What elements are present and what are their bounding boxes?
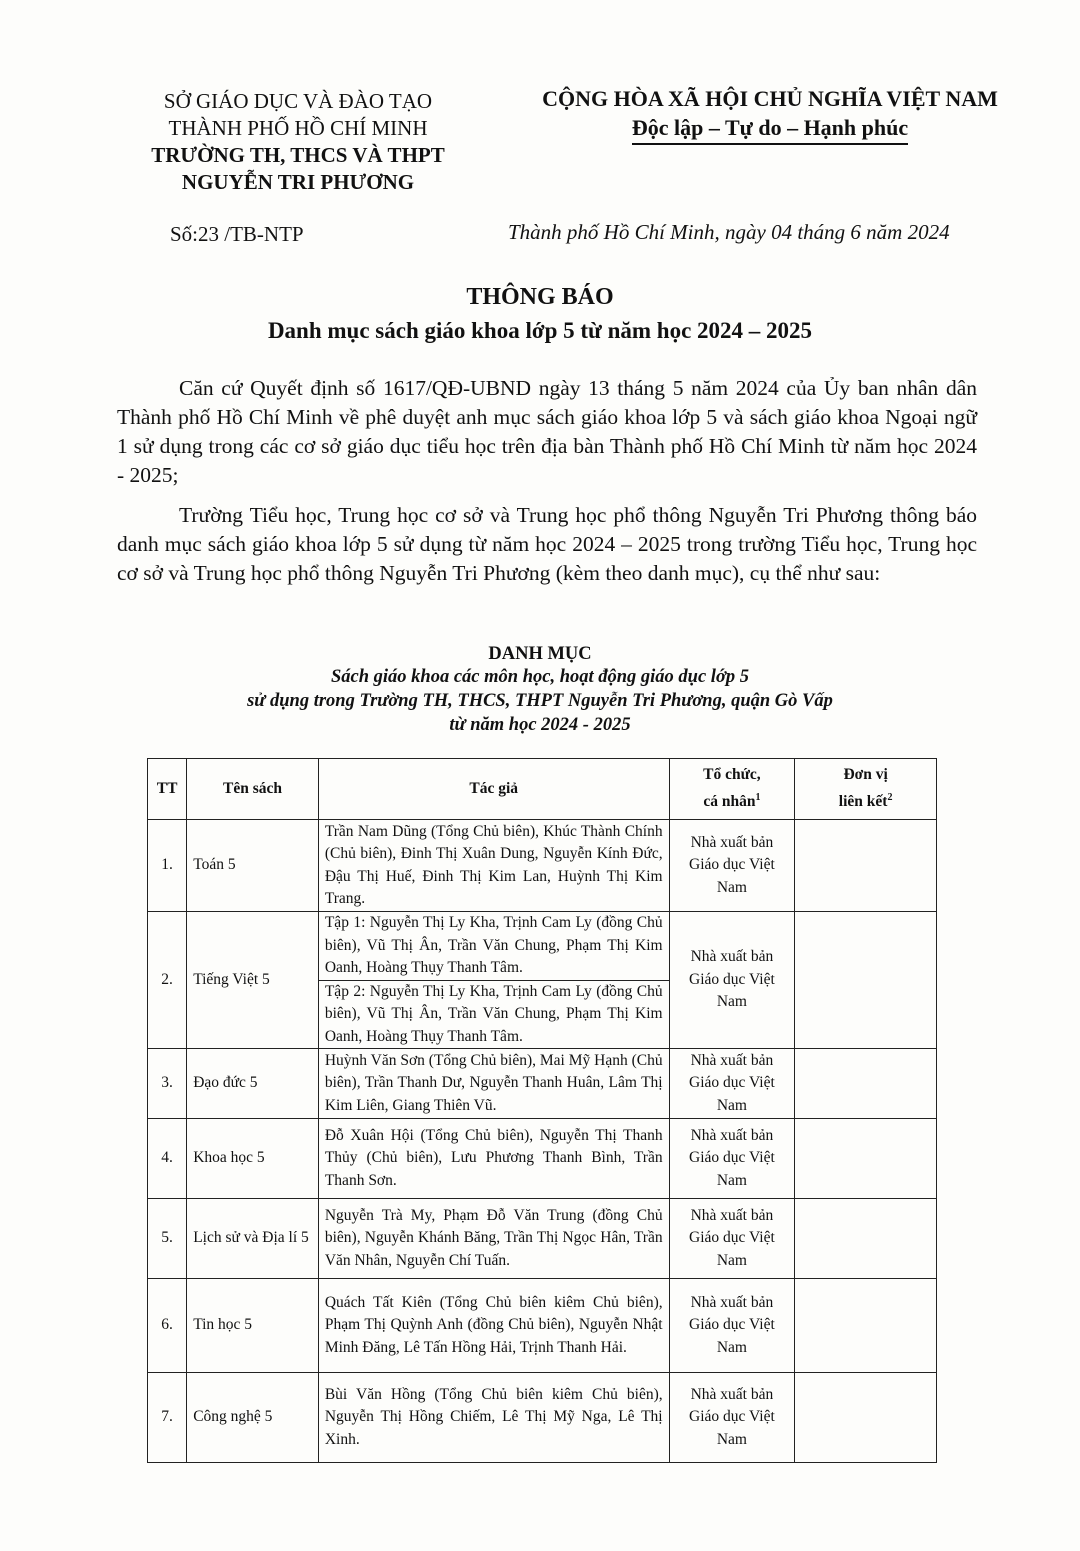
table-row <box>148 1199 937 1279</box>
national-heading <box>510 84 1030 145</box>
textbook-table <box>147 758 937 1463</box>
table-row <box>148 1373 937 1463</box>
row-book-name: Đạo đức 5 <box>187 1049 319 1119</box>
document-number: Số:23 /TB-NTP <box>170 222 304 246</box>
row-publisher: Nhà xuất bản Giáo dục Việt Nam <box>669 1373 795 1463</box>
row-link-unit <box>795 1199 937 1279</box>
row-book-name: Khoa học 5 <box>187 1119 319 1199</box>
row-authors-vol2: Tập 2: Nguyễn Thị Ly Kha, Trịnh Cam Ly (đồng Chủ biên), Vũ Thị Ân, Trần Văn Chung, Phạm Thị Kim Oanh, Hoàng Thụy Thanh Tâm. <box>318 980 669 1049</box>
list-subheading-3: từ năm học 2024 - 2025 <box>449 715 631 735</box>
row-book-name: Toán 5 <box>187 820 319 912</box>
department-name: SỞ GIÁO DỤC VÀ ĐÀO TẠO <box>163 89 433 113</box>
col-header-org <box>669 759 795 820</box>
paragraph-legal-basis: Căn cứ Quyết định số 1617/QĐ-UBND ngày 13 tháng 5 năm 2024 của Ủy ban nhân dân Thành phố Hồ Chí Minh về phê duyệt anh mục sách giáo khoa lớp 5 và sách giáo khoa Ngoại ngữ 1 sử dụng trong các cơ sở giáo dục tiểu học trên địa bàn Thành phố Hồ Chí Minh từ năm học 2024 - 2025; <box>117 376 977 487</box>
row-book-name: Tin học 5 <box>187 1279 319 1373</box>
footnote-mark-2: 2 <box>887 791 893 803</box>
row-link-unit <box>795 1279 937 1373</box>
row-tt: 2. <box>148 912 187 1049</box>
row-link-unit <box>795 1119 937 1199</box>
city-name: THÀNH PHỐ HỒ CHÍ MINH <box>168 116 428 140</box>
col-header-org-a: Tổ chức, <box>703 766 761 784</box>
country-name: CỘNG HÒA XÃ HỘI CHỦ NGHĨA VIỆT NAM <box>542 86 998 111</box>
row-authors-vol1: Tập 1: Nguyễn Thị Ly Kha, Trịnh Cam Ly (đồng Chủ biên), Vũ Thị Ân, Trần Văn Chung, Phạm Thị Kim Oanh, Hoàng Thụy Thanh Tâm. <box>318 912 669 981</box>
row-book-name: Công nghệ 5 <box>187 1373 319 1463</box>
row-link-unit <box>795 820 937 912</box>
row-link-unit <box>795 1373 937 1463</box>
list-subheading-1: Sách giáo khoa các môn học, hoạt động giáo dục lớp 5 <box>331 667 749 687</box>
row-publisher: Nhà xuất bản Giáo dục Việt Nam <box>669 1199 795 1279</box>
document-title: THÔNG BÁO <box>466 284 614 310</box>
table-row <box>148 1049 937 1119</box>
row-tt: 1. <box>148 820 187 912</box>
row-authors: Đỗ Xuân Hội (Tổng Chủ biên), Nguyễn Thị Thanh Thủy (Chủ biên), Lưu Phương Thanh Bình, Trần Thanh Sơn. <box>318 1119 669 1199</box>
col-header-link-b: liên kết <box>838 793 888 811</box>
list-heading: DANH MỤC <box>488 644 592 664</box>
col-header-link-a: Đơn vị <box>843 766 888 784</box>
document-subtitle: Danh mục sách giáo khoa lớp 5 từ năm học 2024 – 2025 <box>267 318 813 343</box>
row-book-name: Tiếng Việt 5 <box>187 912 319 1049</box>
issuer-block <box>88 88 508 196</box>
table-header-row <box>148 759 937 820</box>
place-and-date: Thành phố Hồ Chí Minh, ngày 04 tháng 6 năm 2024 <box>508 220 950 244</box>
row-publisher: Nhà xuất bản Giáo dục Việt Nam <box>669 1049 795 1119</box>
row-tt: 4. <box>148 1119 187 1199</box>
row-publisher: Nhà xuất bản Giáo dục Việt Nam <box>669 1279 795 1373</box>
col-header-name: Tên sách <box>187 759 319 820</box>
paragraph-announcement: Trường Tiểu học, Trung học cơ sở và Trung học phổ thông Nguyễn Tri Phương thông báo danh mục sách giáo khoa lớp 5 sử dụng từ năm học 2024 – 2025 trong trường Tiểu học, Trung học cơ sở và Trung học phổ thông Nguyễn Tri Phương (kèm theo danh mục), cụ thể như sau: <box>117 503 977 585</box>
row-book-name: Lịch sử và Địa lí 5 <box>187 1199 319 1279</box>
row-tt: 5. <box>148 1199 187 1279</box>
national-motto: Độc lập – Tự do – Hạnh phúc <box>632 113 908 145</box>
col-header-link <box>795 759 937 820</box>
row-authors: Nguyễn Trà My, Phạm Đỗ Văn Trung (đồng Chủ biên), Nguyễn Khánh Băng, Trần Thị Ngọc Hân, Trần Văn Nhân, Nguyễn Chí Tuấn. <box>318 1199 669 1279</box>
table-row <box>148 1119 937 1199</box>
row-authors: Bùi Văn Hồng (Tổng Chủ biên kiêm Chủ biên), Nguyễn Thị Hồng Chiếm, Lê Thị Mỹ Nga, Lê Thị Xinh. <box>318 1373 669 1463</box>
table-row <box>148 912 937 981</box>
col-header-tt: TT <box>148 759 187 820</box>
footnote-mark-1: 1 <box>755 791 761 803</box>
row-tt: 3. <box>148 1049 187 1119</box>
school-name-line2: NGUYỄN TRI PHƯƠNG <box>181 170 415 194</box>
row-tt: 7. <box>148 1373 187 1463</box>
table-row <box>148 820 937 912</box>
col-header-org-b: cá nhân <box>703 793 756 811</box>
school-name-line1: TRƯỜNG TH, THCS VÀ THPT <box>151 143 445 167</box>
row-link-unit <box>795 1049 937 1119</box>
row-authors: Trần Nam Dũng (Tổng Chủ biên), Khúc Thành Chính (Chủ biên), Đinh Thị Xuân Dung, Nguyễn Kính Đức, Đậu Thị Huế, Đinh Thị Kim Lan, Huỳnh Thị Kim Trang. <box>318 820 669 912</box>
row-link-unit <box>795 912 937 1049</box>
list-subheading-2: sử dụng trong Trường TH, THCS, THPT Nguyễn Tri Phương, quận Gò Vấp <box>247 691 833 711</box>
row-authors: Huỳnh Văn Sơn (Tổng Chủ biên), Mai Mỹ Hạnh (Chủ biên), Trần Thanh Dư, Nguyễn Thanh Huân, Lâm Thị Kim Liên, Giang Thiên Vũ. <box>318 1049 669 1119</box>
row-publisher: Nhà xuất bản Giáo dục Việt Nam <box>669 820 795 912</box>
table-row <box>148 1279 937 1373</box>
row-publisher: Nhà xuất bản Giáo dục Việt Nam <box>669 1119 795 1199</box>
col-header-author: Tác giả <box>318 759 669 820</box>
row-authors: Quách Tất Kiên (Tổng Chủ biên kiêm Chủ biên), Phạm Thị Quỳnh Anh (đồng Chủ biên), Nguyễn Nhật Minh Đăng, Lê Tấn Hồng Hải, Trịnh Thanh Hải. <box>318 1279 669 1373</box>
row-tt: 6. <box>148 1279 187 1373</box>
row-publisher: Nhà xuất bản Giáo dục Việt Nam <box>669 912 795 1049</box>
